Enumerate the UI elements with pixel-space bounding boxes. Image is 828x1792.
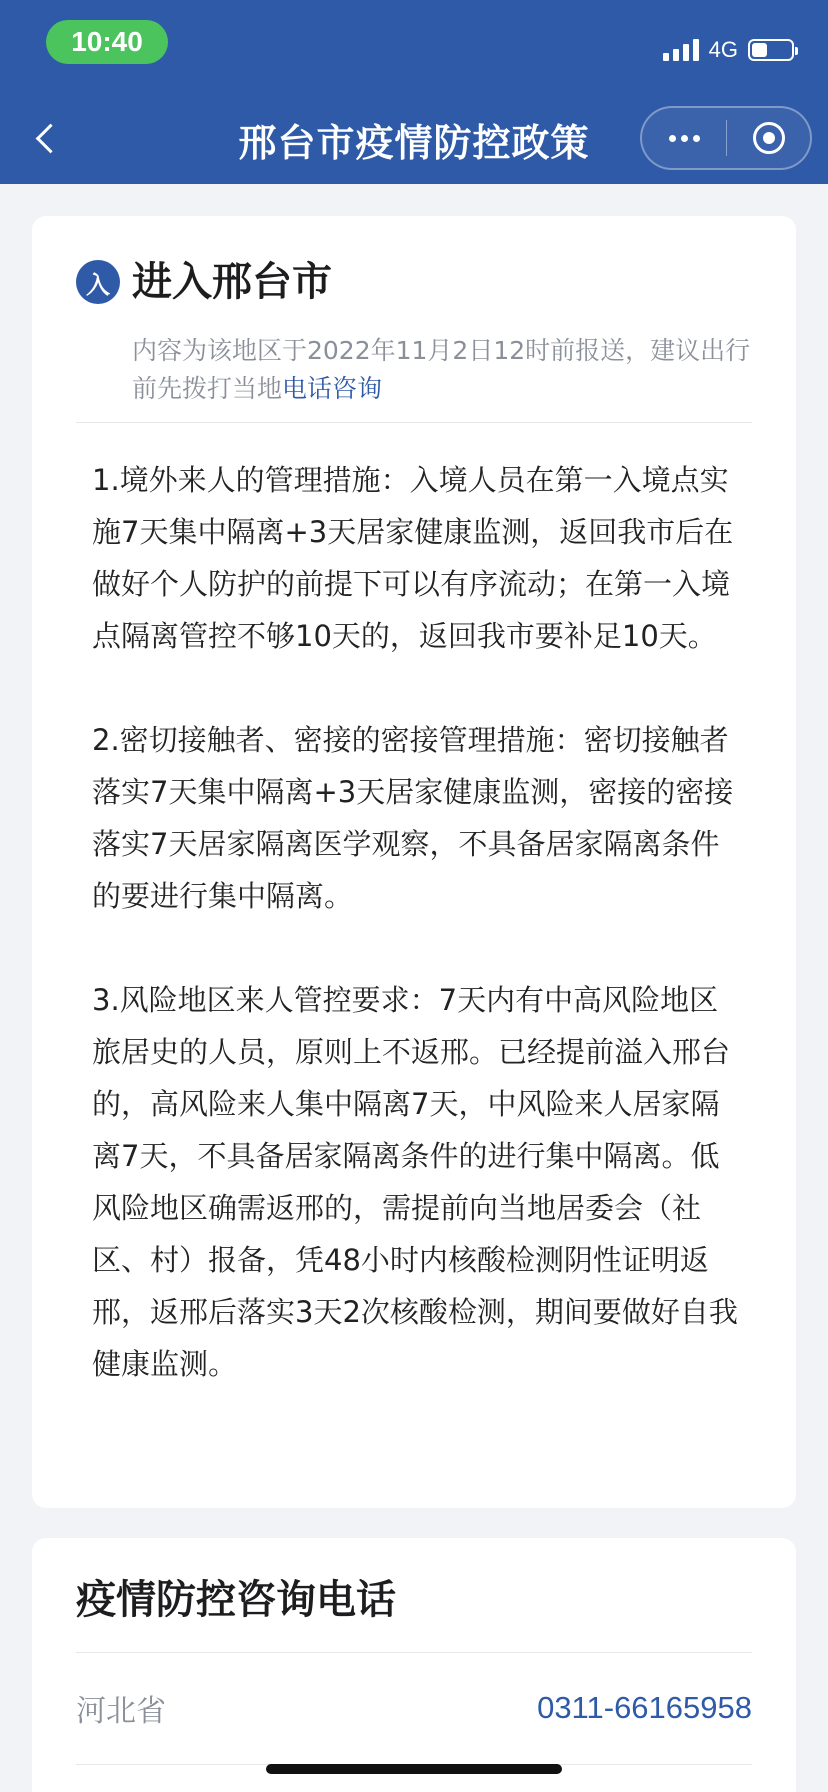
phone-number-link[interactable]: 0311-66165958 (537, 1690, 752, 1725)
phone-consult-link[interactable]: 电话咨询 (282, 374, 383, 403)
policy-item: 2.密切接触者、密接的密接管理措施：密切接触者落实7天集中隔离+3天居家健康监测，密接的密接落实7天居家隔离医学观察，不具备居家隔离条件的要进行集中隔离。 (92, 723, 734, 913)
subtitle-text: 内容为该地区于2022年11月2日12时前报送，建议出行前先拨打当地 (132, 336, 751, 403)
status-icons (663, 36, 794, 64)
network-type: 4G (708, 37, 738, 62)
page-title: 邢台市疫情防控政策 (238, 121, 590, 165)
battery-icon (748, 39, 794, 61)
more-icon[interactable] (642, 108, 726, 168)
hotline-card (32, 1538, 796, 1792)
app-header (0, 0, 828, 184)
hotline-title: 疫情防控咨询电话 (76, 1577, 396, 1623)
close-target-icon[interactable] (727, 108, 810, 168)
home-indicator[interactable] (266, 1764, 562, 1774)
card-title: 进入邢台市 (132, 259, 332, 305)
entry-badge-icon: 入 (76, 260, 120, 304)
entry-policy-card (32, 216, 796, 1508)
mini-program-capsule (640, 106, 812, 170)
policy-item: 1.境外来人的管理措施：入境人员在第一入境点实施7天集中隔离+3天居家健康监测，返回我市后在做好个人防护的前提下可以有序流动；在第一入境点隔离管控不够10天的，返回我市要补足10天。 (92, 463, 734, 653)
province-label: 河北省 (76, 1694, 166, 1729)
card-subtitle (132, 332, 752, 408)
hotline-row (76, 1652, 752, 1764)
signal-icon (663, 39, 699, 61)
card-divider (76, 422, 752, 423)
status-time: 10:40 (46, 20, 168, 64)
policy-list (92, 454, 744, 1442)
policy-item: 3.风险地区来人管控要求：7天内有中高风险地区旅居史的人员，原则上不返邢。已经提前溢入邢台的，高风险来人集中隔离7天，中风险来人居家隔离7天，不具备居家隔离条件的进行集中隔离。低风险地区确需返邢的，需提前向当地居委会（社区、村）报备，凭48小时内核酸检测阴性证明返邢，返邢后落实3天2次核酸检测，期间要做好自我健康监测。 (92, 983, 738, 1381)
